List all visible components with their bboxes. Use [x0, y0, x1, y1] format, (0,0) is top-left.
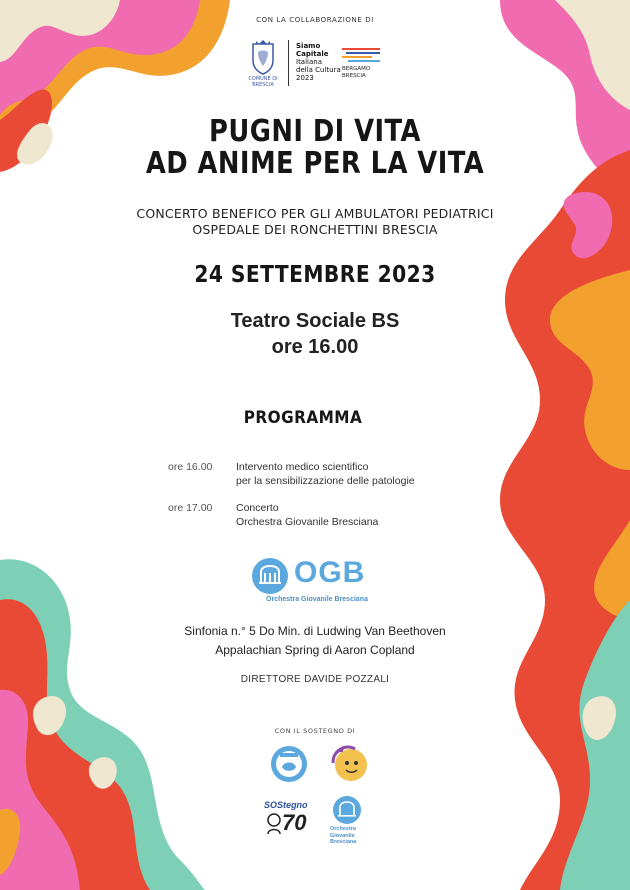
- subtitle-line-2: OSPEDALE DEI RONCHETTINI BRESCIA: [192, 222, 438, 237]
- program-item-desc: Concerto Orchestra Giovanile Bresciana: [236, 502, 379, 528]
- subtitle-line-1: CONCERTO BENEFICO PER GLI AMBULATORI PEDIATRICI: [136, 206, 494, 221]
- collaboration-label: CON LA COLLABORAZIONE DI: [256, 16, 374, 24]
- event-title: [44, 116, 586, 180]
- title-line-2: AD ANIME PER LA VITA: [145, 146, 485, 181]
- event-subtitle: [0, 206, 630, 238]
- ogb-small-name: Orchestra Giovanile Bresciana: [330, 826, 357, 845]
- program-item-desc: Intervento medico scientifico per la sensibilizzazione delle patologie: [236, 461, 415, 487]
- works-list: [0, 622, 630, 660]
- work-1: Sinfonia n.° 5 Do Min. di Ludwing Van Beethoven: [184, 624, 446, 638]
- sponsor-logo-ogb-small: [330, 795, 370, 851]
- comune-logo-text: COMUNE DI BRESCIA: [248, 76, 278, 88]
- work-2: Appalachian Spring di Aaron Copland: [215, 643, 415, 657]
- ogb-name: Orchestra Giovanile Bresciana: [266, 596, 368, 603]
- event-date: 24 SETTEMBRE 2023: [194, 262, 436, 288]
- sponsor-logo-face: [329, 743, 369, 783]
- sostegno-figure-icon: [264, 812, 284, 836]
- partner-logos-top: [246, 38, 396, 90]
- logo-divider: [288, 40, 289, 86]
- ogb-small-circle-icon: [332, 795, 362, 825]
- support-label: CON IL SOSTEGNO DI: [274, 727, 356, 735]
- title-line-1: PUGNI DI VITA: [209, 114, 421, 149]
- sostegno-number: 70: [282, 810, 307, 835]
- capitale-cities: BERGAMO BRESCIA: [342, 66, 371, 79]
- capitale-cultura-logo: Siamo Capitale Italiana della Cultura 2023: [296, 42, 341, 82]
- venue-place: Teatro Sociale BS: [230, 310, 400, 332]
- capitale-bars-icon: [342, 48, 380, 62]
- program-title: PROGRAMMA: [243, 408, 363, 428]
- program-item-time: ore 16.00: [168, 461, 213, 473]
- program-item-time: ore 17.00: [168, 502, 213, 514]
- sostegno-text: SOStegno: [264, 800, 308, 810]
- ogb-logo: [252, 558, 382, 610]
- sponsor-logo-sostegno: [264, 800, 310, 840]
- venue-time: ore 16.00: [271, 336, 359, 358]
- event-venue: [0, 308, 630, 360]
- sponsor-logo-abaa: [270, 745, 308, 783]
- ogb-letters: OGB: [294, 556, 366, 589]
- director: DIRETTORE DAVIDE POZZALI: [240, 674, 390, 685]
- ogb-circle-icon: [252, 558, 288, 594]
